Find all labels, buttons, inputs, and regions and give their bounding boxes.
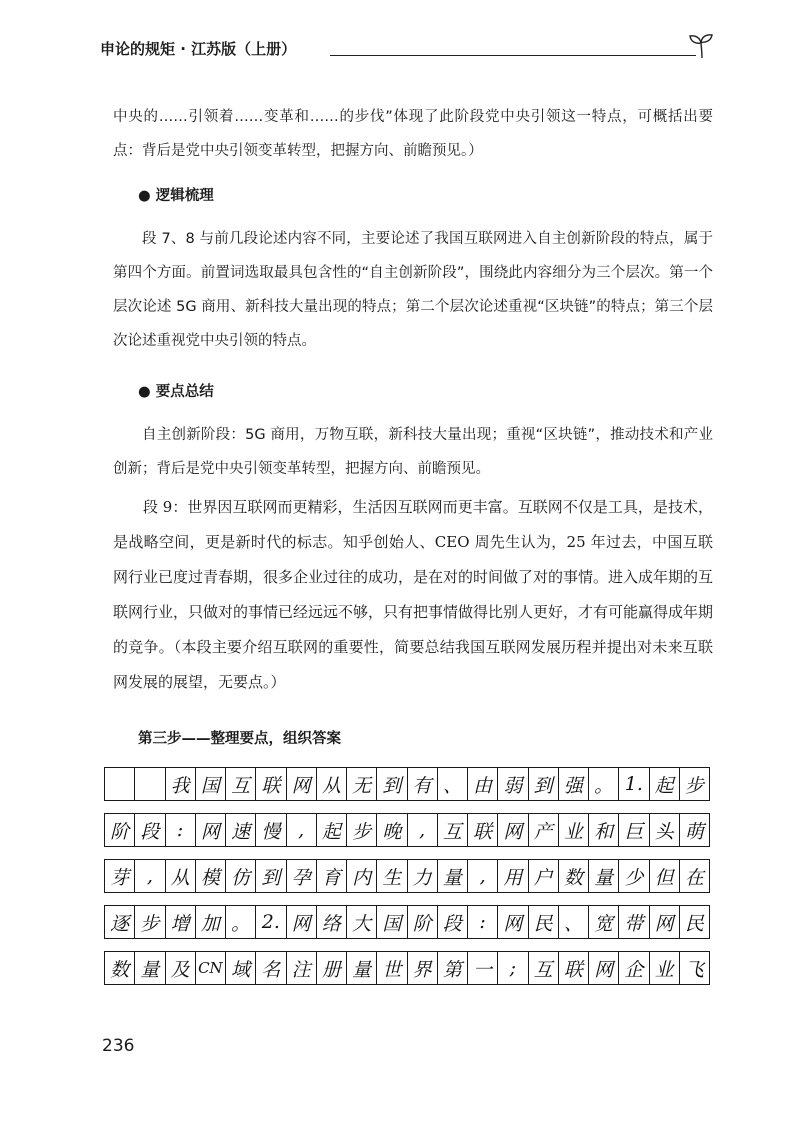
grid-cell: 内	[347, 860, 377, 892]
grid-cell: CN	[196, 952, 226, 984]
grid-cell: 从	[317, 768, 347, 800]
logic-paragraph: 段 7、8 与前几段论述内容不同，主要论述了我国互联网进入自主创新阶段的特点，属于第四个方面。前置词选取最具包含性的“自主创新阶段”，围绕此内容细分为三个层次。第一个层次论述 5G 商用、新科技大量出现的特点；第二个层次论述重视“区块链”的特点；第三个层次论述重视党中央引领的特点。	[113, 231, 713, 349]
grid-cell: 但	[650, 860, 680, 892]
grid-cell: 晚	[377, 814, 407, 846]
grid-cell: 。	[226, 906, 256, 938]
grid-cell: ,	[468, 860, 498, 892]
grid-cell: 由	[468, 768, 498, 800]
header-rule	[330, 55, 696, 56]
grid-cell: 户	[529, 860, 559, 892]
answer-grid-row	[104, 951, 710, 985]
grid-cell: 飞	[684, 958, 704, 981]
grid-cell: 段	[135, 814, 165, 846]
page-number: 236	[102, 1036, 135, 1056]
grid-cell	[105, 768, 135, 800]
grid-cell: 量	[347, 952, 377, 984]
answer-grid-row	[104, 767, 710, 801]
grid-cell: 增	[166, 906, 196, 938]
grid-cell: 我	[166, 768, 196, 800]
grid-cell: 生	[377, 860, 407, 892]
grid-cell: 第	[438, 952, 468, 984]
grid-cell: 力	[408, 860, 438, 892]
grid-cell: 速	[226, 814, 256, 846]
grid-cell: 起	[650, 768, 680, 800]
grid-cell: 络	[317, 906, 347, 938]
grid-cell: 量	[438, 860, 468, 892]
grid-cell: ,	[135, 860, 165, 892]
grid-cell: 仿	[226, 860, 256, 892]
grid-cell: 名	[256, 952, 286, 984]
grid-cell: 巨	[619, 814, 649, 846]
grid-cell: 到	[377, 768, 407, 800]
bullet-dot-icon: ●	[138, 188, 151, 204]
grid-cell: :	[166, 814, 196, 846]
grid-cell: 、	[559, 906, 589, 938]
grid-cell: 宽	[589, 906, 619, 938]
answer-grid-row	[104, 859, 710, 893]
grid-cell: 业	[650, 952, 680, 984]
grid-cell: 模	[196, 860, 226, 892]
grid-cell: 数	[559, 860, 589, 892]
grid-cell: 网	[589, 952, 619, 984]
grid-cell: 互	[529, 952, 559, 984]
bullet-dot-icon: ●	[138, 384, 151, 400]
grid-cell: 逐	[105, 906, 135, 938]
grid-cell: 少	[619, 860, 649, 892]
grid-cell: ,	[408, 814, 438, 846]
grid-cell: 民	[529, 906, 559, 938]
grid-cell: 联	[559, 952, 589, 984]
grid-cell: 1.	[619, 768, 649, 800]
grid-cell: 国	[377, 906, 407, 938]
grid-cell: 用	[498, 860, 528, 892]
grid-cell: 带	[619, 906, 649, 938]
grid-cell: 2.	[256, 906, 286, 938]
grid-cell: 头	[650, 814, 680, 846]
grid-cell: 量	[135, 952, 165, 984]
grid-cell: 芽	[105, 860, 135, 892]
grid-cell: ;	[498, 952, 528, 984]
grid-cell: 册	[317, 952, 347, 984]
grid-cell: 有	[408, 768, 438, 800]
grid-cell: 。	[589, 768, 619, 800]
answer-grid-row	[104, 905, 710, 939]
grid-cell: 慢	[256, 814, 286, 846]
grid-cell	[135, 768, 165, 800]
paragraph-continued: 中央的……引领着……变革和……的步伐”体现了此阶段党中央引领这一特点，可概括出要点：背后是党中央引领变革转型，把握方向、前瞻预见。）	[113, 109, 713, 159]
grid-cell: 无	[347, 768, 377, 800]
grid-cell: 及	[166, 952, 196, 984]
grid-cell: 从	[166, 860, 196, 892]
grid-cell: 网	[287, 768, 317, 800]
grid-cell: 在	[684, 866, 704, 889]
grid-cell: 民	[684, 912, 704, 935]
grid-cell: 萌	[684, 820, 704, 843]
grid-cell: 步	[684, 774, 704, 797]
grid-cell: 互	[438, 814, 468, 846]
grid-cell: 、	[438, 768, 468, 800]
grid-cell: 弱	[498, 768, 528, 800]
grid-cell: 孕	[287, 860, 317, 892]
grid-cell: 量	[589, 860, 619, 892]
grid-cell: 到	[529, 768, 559, 800]
grid-cell: 产	[529, 814, 559, 846]
grid-cell: 数	[105, 952, 135, 984]
grid-cell: 步	[347, 814, 377, 846]
grid-cell: 阶	[408, 906, 438, 938]
grid-cell: ,	[287, 814, 317, 846]
grid-cell: :	[468, 906, 498, 938]
grid-cell: 到	[256, 860, 286, 892]
logic-heading: ● 逻辑梳理	[138, 188, 214, 204]
grid-cell: 起	[317, 814, 347, 846]
summary-heading: ● 要点总结	[138, 384, 214, 400]
grid-cell: 网	[650, 906, 680, 938]
grid-cell: 联	[468, 814, 498, 846]
grid-cell: 步	[135, 906, 165, 938]
grid-cell: 阶	[105, 814, 135, 846]
grid-cell: 网	[498, 814, 528, 846]
grid-cell: 注	[287, 952, 317, 984]
book-title: 申论的规矩 · 江苏版（上册）	[100, 40, 297, 58]
grid-cell: 段	[438, 906, 468, 938]
grid-cell: 互	[226, 768, 256, 800]
grid-cell: 大	[347, 906, 377, 938]
grid-cell: 网	[196, 814, 226, 846]
grid-cell: 国	[196, 768, 226, 800]
grid-cell: 企	[619, 952, 649, 984]
grid-cell: 界	[408, 952, 438, 984]
running-header	[100, 30, 720, 70]
grid-cell: 域	[226, 952, 256, 984]
grid-cell: 网	[498, 906, 528, 938]
grid-cell: 世	[377, 952, 407, 984]
grid-cell: 加	[196, 906, 226, 938]
step-three-heading: 第三步——整理要点，组织答案	[138, 731, 341, 747]
summary-paragraph: 自主创新阶段：5G 商用，万物互联，新科技大量出现；重视“区块链”，推动技术和产业创新；背后是党中央引领变革转型，把握方向、前瞻预见。	[113, 427, 713, 477]
sprout-icon	[682, 30, 720, 60]
grid-cell: 强	[559, 768, 589, 800]
grid-cell: 网	[287, 906, 317, 938]
grid-cell: 联	[256, 768, 286, 800]
paragraph-9: 段 9：世界因互联网而更精彩，生活因互联网而更丰富。互联网不仅是工具，是技术，是战略空间，更是新时代的标志。知乎创始人、CEO 周先生认为，25 年过去，中国互联网行业已度过青春期，很多企业过往的成功，是在对的时间做了对的事情。进入成年期的互联网行业，只做对的事情已经远远不够，只有把事情做得比别人更好，才有可能赢得成年期的竞争。（本段主要介绍互联网的重要性，简要总结我国互联网发展历程并提出对未来互联网发展的展望，无要点。）	[113, 498, 714, 691]
grid-cell: 一	[468, 952, 498, 984]
answer-grid-row	[104, 813, 710, 847]
grid-cell: 和	[589, 814, 619, 846]
grid-cell: 育	[317, 860, 347, 892]
grid-cell: 业	[559, 814, 589, 846]
